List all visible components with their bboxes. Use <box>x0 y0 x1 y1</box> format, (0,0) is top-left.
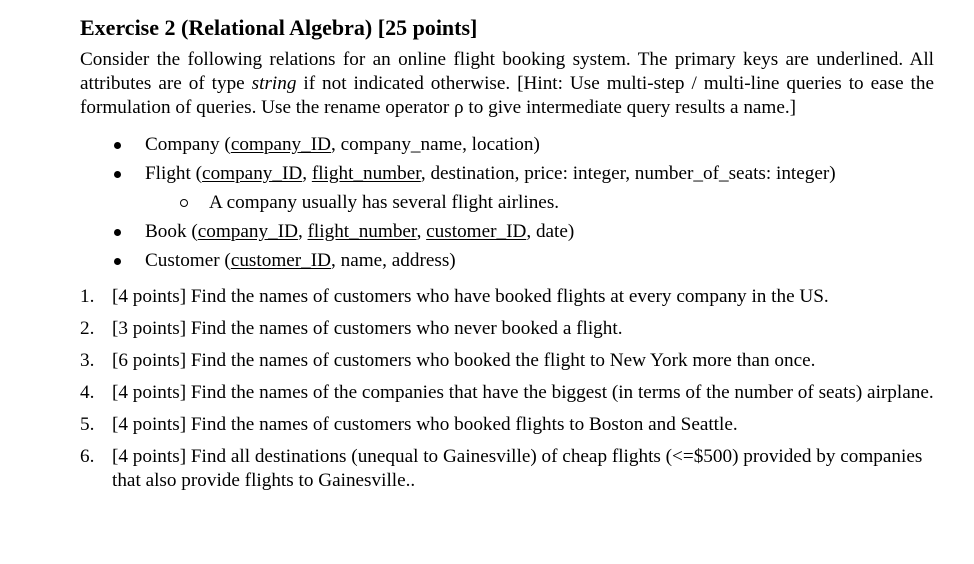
task-number: 3. <box>80 350 95 371</box>
primary-key: flight_number <box>307 221 417 242</box>
separator: , <box>297 221 308 242</box>
relations-list <box>80 130 934 275</box>
primary-key: flight_number <box>311 163 421 184</box>
task-text: [4 points] Find the names of the companies that have the biggest (in terms of the number of seats) airplane. <box>112 382 934 403</box>
primary-key: customer_ID <box>426 221 527 242</box>
separator: , <box>416 221 427 242</box>
relation-attributes: , destination, price: integer, number_of_seats: integer) <box>420 163 836 184</box>
relation-attributes: , company_name, location) <box>331 134 540 155</box>
relation-attributes: , date) <box>526 221 575 242</box>
task-text: [6 points] Find the names of customers who booked the flight to New York more than once. <box>112 350 816 371</box>
intro-text-part2: if not indicated otherwise. [Hint: Use multi-step / multi-line queries to ease the formulation of queries. Use the rename operator ρ to give intermediate query results a name.] <box>80 73 934 118</box>
tasks-list <box>80 285 934 493</box>
relation-attributes: , name, address) <box>331 250 456 271</box>
task-item <box>80 381 934 405</box>
relation-name: Company ( <box>145 134 231 155</box>
relation-name: Flight ( <box>145 163 203 184</box>
relation-book <box>112 217 934 246</box>
relation-name: Customer ( <box>145 250 231 271</box>
task-item <box>80 413 934 437</box>
task-number: 4. <box>80 382 95 403</box>
task-item <box>80 445 934 493</box>
task-number: 6. <box>80 446 95 467</box>
task-item <box>80 349 934 373</box>
relation-flight <box>112 159 934 217</box>
primary-key: customer_ID <box>230 250 331 271</box>
task-text: [4 points] Find all destinations (unequal to Gainesville) of cheap flights (<=$500) provided by companies that also provide flights to Gainesville.. <box>112 446 923 491</box>
intro-emphasis: string <box>251 73 297 94</box>
task-number: 2. <box>80 318 95 339</box>
relation-name: Book ( <box>145 221 198 242</box>
task-item <box>80 285 934 309</box>
flight-notes-list <box>145 188 934 217</box>
relation-customer <box>112 246 934 275</box>
primary-key: company_ID <box>202 163 303 184</box>
task-text: [4 points] Find the names of customers who have booked flights at every company in the US. <box>112 286 829 307</box>
primary-key: company_ID <box>197 221 298 242</box>
task-text: [3 points] Find the names of customers who never booked a flight. <box>112 318 623 339</box>
exercise-title: Exercise 2 (Relational Algebra) [25 points] <box>80 15 478 40</box>
intro-paragraph <box>80 48 934 120</box>
task-text: [4 points] Find the names of customers who booked flights to Boston and Seattle. <box>112 414 738 435</box>
separator: , <box>302 163 312 184</box>
relation-company <box>112 130 934 159</box>
task-number: 5. <box>80 414 95 435</box>
task-item <box>80 317 934 341</box>
flight-note: A company usually has several flight airlines. <box>178 188 934 217</box>
primary-key: company_ID <box>230 134 331 155</box>
intro-text-part1: Consider the following relations for an online flight booking system. The primary keys are underlined. All attributes are of type <box>80 49 934 94</box>
task-number: 1. <box>80 286 95 307</box>
